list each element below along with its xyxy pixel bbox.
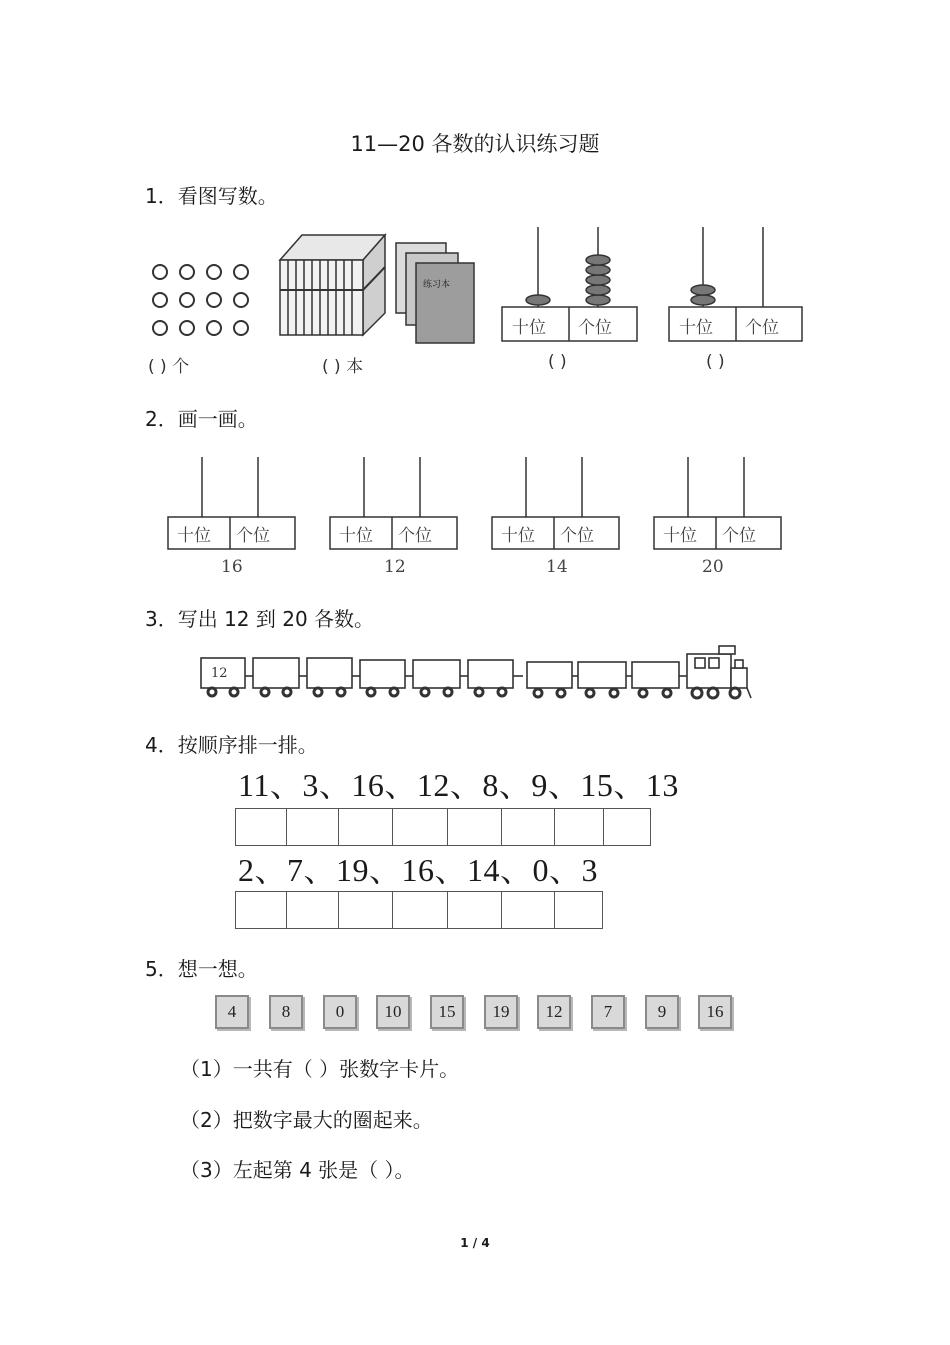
tens-label: 十位 (512, 318, 546, 338)
tens-label: 十位 (501, 526, 535, 546)
q4-heading: 4．按顺序排一排。 (145, 733, 318, 757)
number-card: 7 (591, 995, 625, 1029)
q3-heading: 3．写出 12 到 20 各数。 (145, 607, 375, 631)
number-card: 19 (484, 995, 518, 1029)
book-bundle-icon (280, 235, 385, 335)
q1-heading: 1．看图写数。 (145, 184, 278, 208)
q1-figures (140, 225, 820, 350)
sequence-1: 11、3、16、12、8、9、15、13 (238, 767, 679, 803)
abacus-number: 20 (702, 557, 724, 577)
q2-heading: 2．画一画。 (145, 407, 258, 431)
number-card: 16 (698, 995, 732, 1029)
abacus-number: 12 (384, 557, 406, 577)
tens-label: 十位 (679, 318, 713, 338)
train-icon (195, 642, 755, 704)
ones-label: 个位 (722, 526, 756, 546)
sequence-2: 2、7、19、16、14、0、3 (238, 852, 599, 888)
tens-label: 十位 (177, 526, 211, 546)
answer-boxes-1[interactable] (235, 808, 651, 846)
answer-blank: ( ) (548, 352, 567, 372)
number-card: 4 (215, 995, 249, 1029)
number-card: 15 (430, 995, 464, 1029)
answer-boxes-2[interactable] (235, 891, 603, 929)
ones-label: 个位 (236, 526, 270, 546)
q5-sub1: （1）一共有（ ）张数字卡片。 (180, 1057, 460, 1081)
answer-blank: ( ) 本 (322, 357, 364, 377)
q5-sub2: （2）把数字最大的圈起来。 (180, 1108, 433, 1132)
tens-label: 十位 (339, 526, 373, 546)
ones-label: 个位 (745, 318, 779, 338)
notebook-icon (396, 243, 474, 343)
ones-label: 个位 (398, 526, 432, 546)
circle-grid (153, 265, 248, 335)
abacus-number: 14 (546, 557, 568, 577)
page-title: 11—20 各数的认识练习题 (350, 132, 600, 156)
ones-label: 个位 (578, 318, 612, 338)
number-card: 10 (376, 995, 410, 1029)
q5-heading: 5．想一想。 (145, 957, 258, 981)
svg-text:12: 12 (211, 666, 228, 681)
page-number: 1 / 4 (460, 1236, 490, 1250)
svg-text:练习本: 练习本 (423, 280, 451, 290)
number-card: 8 (269, 995, 303, 1029)
number-card: 9 (645, 995, 679, 1029)
ones-label: 个位 (560, 526, 594, 546)
answer-blank: ( ) (706, 352, 725, 372)
tens-label: 十位 (663, 526, 697, 546)
number-card: 12 (537, 995, 571, 1029)
number-card: 0 (323, 995, 357, 1029)
answer-blank: ( ) 个 (148, 357, 190, 377)
abacus-number: 16 (221, 557, 243, 577)
q5-sub3: （3）左起第 4 张是（ ）。 (180, 1158, 415, 1182)
